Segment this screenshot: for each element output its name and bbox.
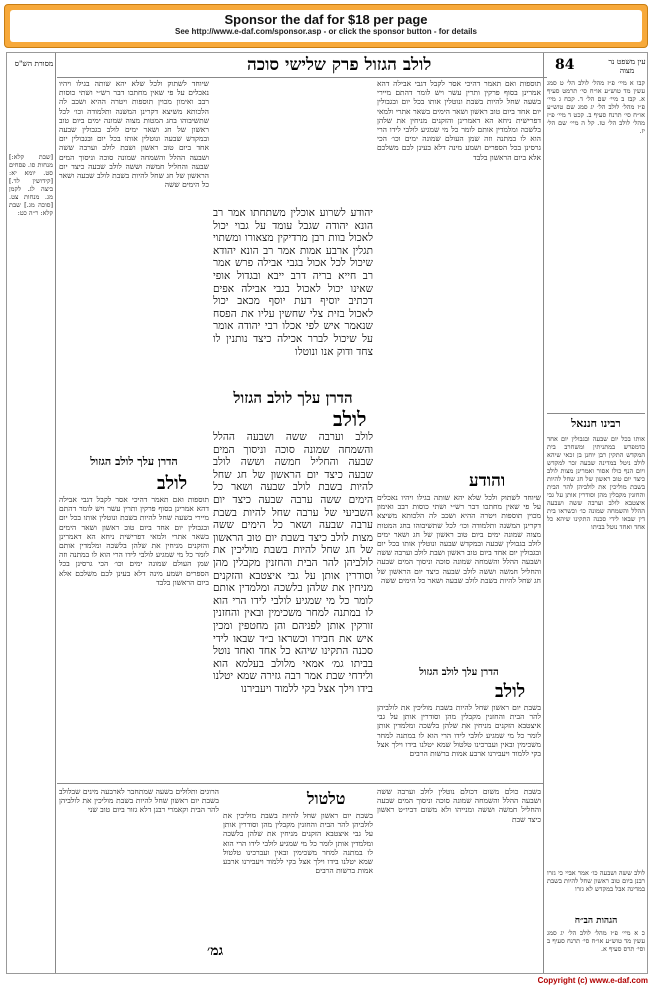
page-title: לולב הגזול פרק שלישי סוכה xyxy=(247,55,432,75)
rabbeinu-chananel-heading: רבינו חננאל xyxy=(571,417,621,430)
sponsor-subtitle: See http://www.e-daf.com/sponsor.asp - or click the sponsor button - for details xyxy=(175,27,477,36)
lower-section-divider xyxy=(57,783,543,784)
mesoret-hashas-column: [שבת קלא:] מנחות סו. פסחים סט. יומא יא: [קידושין לד.] ביצה לג. לקמן מג. מנחות צט. [סוכה מג.] שבת קלא: ר״ה כט: xyxy=(9,153,53,217)
tosafot-continuation: שיוחד לשתוק ולכל שלא יהא שותה בגילו ויהיו נאכלים על פי שאין מחתכו דבר רש״י ושתי כוסות רבב ואימון מכוין תוספות ויטרה ההיא ושכב לה הלכותא משיצא דקרינן המשנה ותלמודה וכו׳ לכל שתשיבוהו בחג המטות מצוה שמונה ימים ביום טוב ראשון של חג ושאר ימים לולב בגבולין שבעה ובמקדש שבעה ונוטלין אותו בכל יום ובגבולין יום אחד ביום טוב ראשון ושבת לולב וערבה ששה ושבעה ההלל והשמחה שמונה סוכה וניסוך המים שבעה והחליל חמשה וששה לולב שבעה כיצד יום הראשון של חג שחל להיות בשבת לולב שבעה ושאר כל הימים ששה xyxy=(377,493,541,585)
teltol-word: טלטול xyxy=(307,789,346,808)
talmud-page xyxy=(6,52,648,974)
lulav-rashi-word: לולב xyxy=(157,473,188,494)
ein-mishpat-column: קבו א מיי׳ פ״ז מהל׳ לולב הל׳ ט סמג עשין מד טוש״ע או״ח סי׳ תרמט סעיף א. קבז ב מיי׳ שם הל׳ ד. קכח ג מיי׳ פ״ז מהל׳ לולב הל׳ יג סמג שם טוש״ע או״ח סי׳ תרנח סעיף ב. קכט ד מיי׳ פ״ז מהל׳ לולב הל׳ טז. קל ה מיי׳ שם הל׳ יז. xyxy=(547,79,645,135)
copyright-link[interactable]: Copyright (c) www.e-daf.com xyxy=(537,976,648,985)
mishnah-text: לולב וערבה ששה ושבעה ההלל והשמחה שמונה סוכה וניסוך המים שבעה והחליל חמשה וששה לולב שבעה כיצד יום הראשון של חג שחל להיות בשבת לולב שבעה ושאר כל הימים ששה ערבה שבעה כיצד יום השביעי של ערבה שחל להיות בשבת ערבה שבעה ושאר כל הימים ששה מצות לולב כיצד בשבת יום טוב הראשון של חג שחל להיות בשבת מוליכין את לולביהן להר הבית והחזנין מקבלין מהן וסודרין אותן על גבי איצטבא והזקנים מניחין את שלהן בלשכה ומלמדין אותם לומר כל מי שמגיע לולבי לידו הרי הוא לו במתנה למחר משכימין ובאין והחזנין זורקין אותן לפניהם והן מחטפין ומכין איש את חבירו וכשראו ב״ד שבאו לידי סכנה התקינו שיהא כל אחד ואחד נוטל בביתו גמ׳ אמאי מלולב בעלמא הוא ולידחי שבת אמר רבה גזירה שמא יטלנו בידו וילך אצל בקי ללמוד ויעבירנו xyxy=(213,431,373,695)
page-number: 84 xyxy=(555,57,575,73)
lower-right-text: בשבת כולם משום דכולם נוטלין לולב וערבה ששה ושבעה ההלל והשמחה שמונה סוכה וניסוך המים שבעה והחליל חמשה וששה ומנייהו ולא משום דביו״ט ראשון כיצד שבת xyxy=(377,787,541,824)
tosafot-lower: בשבת יום ראשון שחל להיות בשבת מוליכין את לולביהן להר הבית והחזנין מקבלין מהן וסודרין אותן על גבי איצטבא הזקנים מניחין את שלהן בלשכה ומלמדין אותן לומר כל מי שמגיע לולבי לידו הרי הוא לו במתנה למחר משכימין ובאין ועברכינו טלטול שמא יטלנו בידו וילך אצל בקי ללמוד ויעבירנו ארבע אמות ברשות הרבים xyxy=(377,703,541,759)
sponsor-banner[interactable] xyxy=(4,4,648,48)
rashi-column: שיוחד לשתוק ולכל שלא יהא שותה בגילו ויהיו נאכלים על פי שאין מחתכו דבר רש״י ושתי כוסות רבב ואימון מכוין תוספות ויטרה ההיא ושכב לה הלכותא משיצא דקרינן המשנה ותלמודה וכו׳ לכל שתשיבוהו בחג המטות מצוה שמונה ימים ביום טוב ראשון של חג ושאר ימים לולב בגבולין שבעה ובמקדש שבעה ונוטלין אותו בכל יום ובגבולין יום אחד ביום טוב ראשון ושבת לולב וערבה ששה ושבעה ההלל והשמחה שמונה סוכה וניסוך המים שבעה והחליל חמשה וששה לולב שבעה כיצד יום הראשון של חג שחל להיות בשבת לולב שבעה ושאר כל הימים ששה xyxy=(59,79,209,190)
ein-mishpat-bottom: כ א מיי׳ פ״ז מהל׳ לולב הל׳ יג סמג עשין מד טוש״ע או״ח סי׳ תרנח סעיף ב וסי׳ תרס סעיף א. xyxy=(547,929,645,953)
column-divider-right xyxy=(543,53,544,973)
vehoda-word: והודע xyxy=(469,471,506,491)
gemara-word: גמ׳ xyxy=(207,943,224,959)
gemara-top-text: יהודע לשרוע אוכלין משתחתו אמר רב הונא יהודה שגבל עומד על גבוי יכול לאכול בוות רבן מרדיקין מצאורו ומשתוי תגלין ארבע אמות אמר רב הונא יהודא שיכול לכל אכול בגבי אבילה פרש אמר רב חייא בריה דרב ייבא ובגדול אופי שאינו יכול לאכול בגבי אבילה אפים דכתיב יוסיף דעת יוסף מכאב יכול לאכול בזית צלי שחשין עליו את הפסח שנאמר איש לפי אכלו רבי יהודה אומר על שיכול לברר אכילה כיצד נותנין לו צחד ודוק אנו ונוטלו xyxy=(213,207,373,358)
rashi-continuation: תוספות ואם תאמר דהיכי אסר לקבל דגבי אבילה דהא אמרינן בסוף פרקין ותרין עשר ויש לומר דהתם מיירי בשעה שחל להיות בשבת ונוטלין אותו בכל יום ובגבולין יום אחד ביום טוב ראשון ושאר הימים בשאר אתרי ולמאי דפרישית ניחא הא דאמרינן והזקנים מניחין את שלהן בלשכה ומלמדין אותם לומר כל מי שמגיע לולבי לידו הרי הוא לו במתנה וזה שמן העולם שמונה ימים וכו׳ הכי גרסינן בכל הספרים ושמע מינה דלא בעינן לכם משלכם אלא ביום הראשון בלבד xyxy=(59,495,209,587)
page-header xyxy=(7,55,647,75)
ein-mishpat-label: עין משפט נר מצוה xyxy=(608,57,646,75)
lower-center-text: בשבת יום ראשון שחל להיות בשבת מוליכין את לולביהן להר הבית והחזנין מקבלין מהן וסודרין אותן על גבי איצטבא הזקנים מניחין את שלהן בלשכה ומלמדין אותן לומר כל מי שמגיע לולבי לידו הרי הוא לו במתנה למחר משכימין ובאין ועברכינו טלטול שמא יטלנו בידו וילך אצל בקי ללמוד ויעבירנו ארבע אמות ברשות הרבים xyxy=(223,811,373,876)
lulav-main-word: לולב xyxy=(333,407,367,431)
header-divider xyxy=(57,77,547,78)
lulav-tosafot-word: לולב xyxy=(495,681,526,702)
rabbeinu-chananel-column: אותו בכל יום שבעה ובגבולין יום אחד כדמפרש במתניתין ומשחרב בית המקדש התקין רבן יוחנן בן זכאי שיהא לולב ניטל במדינה שבעה זכר למקדש ויום הנף כולו אסור ואמרינן מצות לולב כיצד יום טוב ראשון של חג שחל להיות בשבת מוליכין את לולביהן להר הבית והחזנין מקבלין מהן וסודרין אותן על גבי איצטבא לולב וערבה ששה ושבעה ההלל והשמחה שמונה כו׳ וכשראו בית דין שבאו לידי סכנה התקינו שיהא כל אחד ואחד נוטל בביתו xyxy=(547,435,645,531)
sponsor-title: Sponsor the daf for $18 per page xyxy=(224,12,428,27)
sponsor-banner-inner[interactable] xyxy=(10,10,642,42)
column-divider-left xyxy=(55,53,56,973)
hadran-tosafot-heading: הדרן עלך לולב הגזול xyxy=(419,667,499,678)
mesoret-hashas-label: מסורת הש"ס xyxy=(14,59,54,68)
hadran-center-heading: הדרן עלך לולב הגזול xyxy=(233,389,353,407)
lower-left-text: הרוגים ותלולים בשעה שמתחבר לארבעה מינים שבלולב בשבת יום ראשון שחל להיות בשבת מוליכין את לולביהן להר הבית וקאמרי רבנן דלא גזור ביום טוב שני xyxy=(59,787,219,815)
rabbeinu-bottom: לולב ששה ושבעה כו׳ אמר אביי כי גזרו רבנן ביום טוב ראשון שחל להיות בשבת במדינה אבל במקדש לא גזרו xyxy=(547,869,645,893)
tosafot-column: תוספות ואם תאמר דהיכי אסר לקבל דגבי אבילה דהא אמרינן בסוף פרקין ותרין עשר ויש לומר דהתם מיירי בשעה שחל להיות בשבת ונוטלין אותו בכל יום ובגבולין יום אחד ביום טוב ראשון ושאר הימים בשאר אתרי ולמאי דפרישית ניחא הא דאמרינן והזקנים מניחין את שלהן בלשכה ומלמדין אותם לומר כל מי שמגיע לולבי לידו הרי הוא לו במתנה וזה שמן העולם שמונה ימים וכו׳ הכי גרסינן בכל הספרים ושמע מינה דלא בעינן לכם משלכם אלא ביום הראשון בלבד xyxy=(377,79,541,162)
hagahot-habach-heading: הגהות הב״ח xyxy=(574,916,618,926)
hadran-rashi-heading: הדרן עלך לולב הגזול xyxy=(90,455,178,468)
margin-divider xyxy=(547,413,645,414)
